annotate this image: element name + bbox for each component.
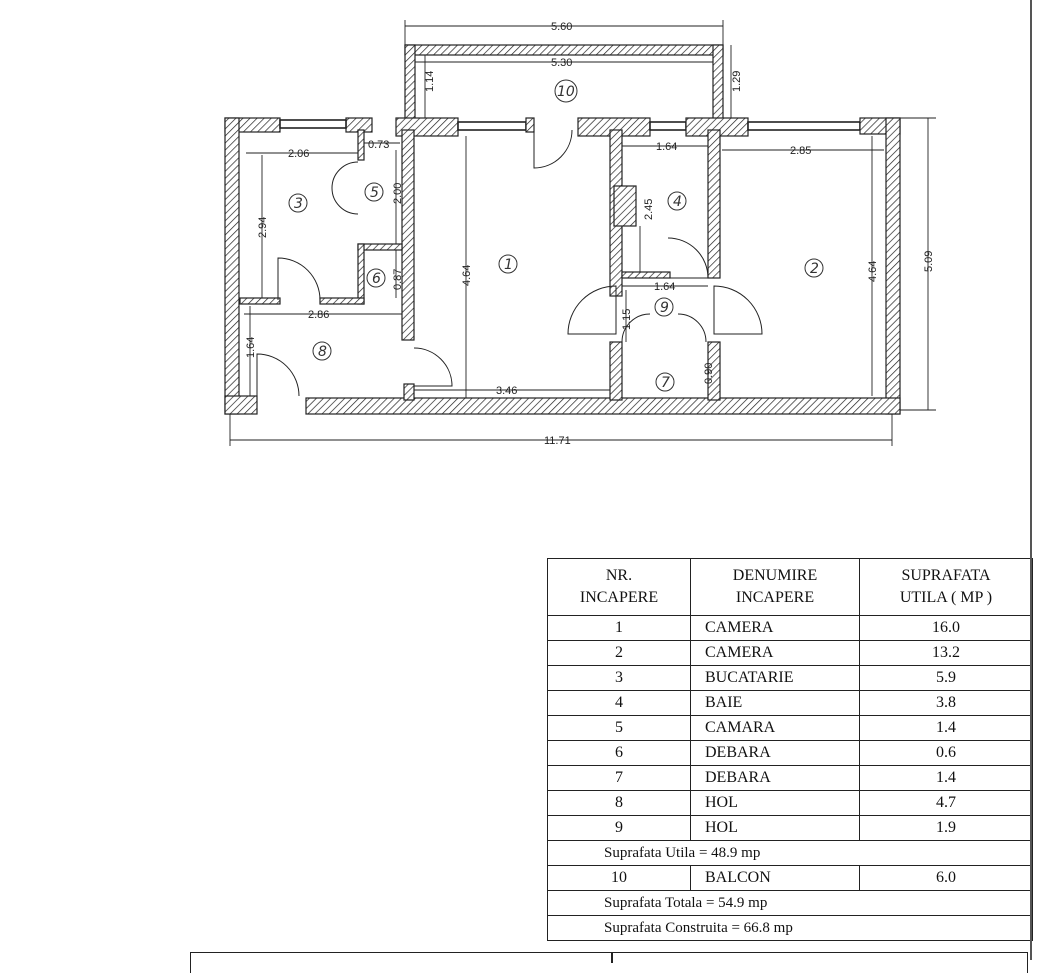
cell-area: 16.0 (860, 616, 1033, 641)
cell-name: HOL (691, 791, 860, 816)
room-marker-10 (555, 80, 577, 102)
balcony-row (548, 866, 1033, 891)
room-marker-5 (365, 183, 383, 201)
header-name (691, 559, 860, 616)
cell-area: 1.9 (860, 816, 1033, 841)
table-row (548, 616, 1033, 641)
dimension-lines (230, 20, 936, 446)
dim-storage6-depth: 0.87 (392, 268, 404, 290)
cell-name: BAIE (691, 691, 860, 716)
cell-area: 1.4 (860, 716, 1033, 741)
room-label-1: 1 (504, 257, 513, 273)
dim-total-width: 11.71 (544, 435, 571, 447)
header-area (860, 559, 1033, 616)
dim-hall8-width: 2.86 (308, 309, 330, 321)
room-marker-7 (656, 373, 674, 391)
room-label-8: 8 (318, 344, 327, 360)
table-row (548, 791, 1033, 816)
cell-nr: 7 (548, 766, 691, 791)
cell-name: BUCATARIE (691, 666, 860, 691)
table-row (548, 766, 1033, 791)
cell-area: 4.7 (860, 791, 1033, 816)
cell-name: CAMERA (691, 616, 860, 641)
room-marker-1 (499, 255, 517, 273)
cell-nr: 5 (548, 716, 691, 741)
header-area-line2: UTILA ( MP ) (899, 589, 993, 606)
cell-area: 5.9 (860, 666, 1033, 691)
dim-pantry-width: 0.73 (368, 139, 390, 151)
table-header-row (548, 559, 1033, 616)
room-marker-2 (805, 259, 823, 277)
dimension-labels (245, 21, 935, 447)
room-label-7: 7 (661, 375, 670, 391)
cell-nr: 4 (548, 691, 691, 716)
page-edge (1030, 0, 1032, 960)
usable-summary: Suprafata Utila = 48.9 mp (548, 841, 1033, 866)
room-label-5: 5 (370, 185, 379, 201)
cell-nr: 3 (548, 666, 691, 691)
dim-balcony-depth-left: 1.14 (424, 70, 436, 92)
table-row (548, 741, 1033, 766)
dim-room2-width: 2.85 (790, 145, 812, 157)
cell-name: BALCON (691, 866, 860, 891)
room-marker-3 (289, 194, 307, 212)
room-label-2: 2 (810, 261, 819, 277)
dim-balcony-depth-right: 1.29 (731, 70, 743, 92)
bottom-frame (190, 952, 1028, 973)
total-summary: Suprafata Totala = 54.9 mp (548, 891, 1033, 916)
dim-storage7-depth: 0.90 (703, 362, 715, 384)
room-marker-4 (668, 192, 686, 210)
cell-area: 13.2 (860, 641, 1033, 666)
dim-balcony-inner: 5.30 (551, 57, 573, 69)
table-row (548, 641, 1033, 666)
total-summary-row (548, 891, 1033, 916)
table-row (548, 816, 1033, 841)
dim-balcony-outer: 5.60 (551, 21, 573, 33)
cell-nr: 8 (548, 791, 691, 816)
cell-nr: 1 (548, 616, 691, 641)
cell-area: 1.4 (860, 766, 1033, 791)
cell-nr: 6 (548, 741, 691, 766)
header-nr (548, 559, 691, 616)
built-summary: Suprafata Construita = 66.8 mp (548, 916, 1033, 941)
dim-pantry-depth: 2.00 (392, 182, 404, 204)
room-area-table (547, 558, 1033, 941)
dim-kitchen-depth: 2.94 (257, 216, 269, 238)
table-row (548, 691, 1033, 716)
header-name-line1: DENUMIRE (732, 567, 818, 584)
dim-hall8-depth: 1.64 (245, 336, 257, 358)
cell-name: HOL (691, 816, 860, 841)
dim-room1-width: 3.46 (496, 385, 518, 397)
bottom-frame-divider (611, 953, 613, 963)
room-marker-6 (367, 269, 385, 287)
header-nr-line2: INCAPERE (579, 589, 659, 606)
built-summary-row (548, 916, 1033, 941)
header-area-line1: SUPRAFATA (901, 567, 991, 584)
cell-area: 0.6 (860, 741, 1033, 766)
dim-bath-width: 1.64 (656, 141, 678, 153)
room-label-3: 3 (294, 196, 303, 212)
cell-area: 3.8 (860, 691, 1033, 716)
dim-bath-depth: 2.45 (643, 198, 655, 220)
cell-nr: 9 (548, 816, 691, 841)
dim-hall9-width: 1.64 (654, 281, 676, 293)
table-row (548, 716, 1033, 741)
table-row (548, 666, 1033, 691)
dim-room1-depth: 4.64 (461, 264, 473, 286)
dim-hall9-depth: 1.15 (621, 308, 633, 330)
cell-nr: 10 (548, 866, 691, 891)
cell-area: 6.0 (860, 866, 1033, 891)
room-label-6: 6 (372, 271, 381, 287)
room-label-9: 9 (660, 300, 669, 316)
header-nr-line1: NR. (605, 567, 633, 584)
header-name-line2: INCAPERE (735, 589, 815, 606)
cell-name: DEBARA (691, 766, 860, 791)
cell-name: DEBARA (691, 741, 860, 766)
dim-room2-depth: 4.64 (867, 260, 879, 282)
dim-kitchen-width: 2.06 (288, 148, 310, 160)
usable-summary-row (548, 841, 1033, 866)
room-marker-8 (313, 342, 331, 360)
room-label-10: 10 (557, 84, 575, 100)
cell-name: CAMERA (691, 641, 860, 666)
cell-name: CAMARA (691, 716, 860, 741)
cell-nr: 2 (548, 641, 691, 666)
room-label-4: 4 (673, 194, 682, 210)
room-marker-9 (655, 298, 673, 316)
dim-total-depth: 5.09 (923, 250, 935, 272)
